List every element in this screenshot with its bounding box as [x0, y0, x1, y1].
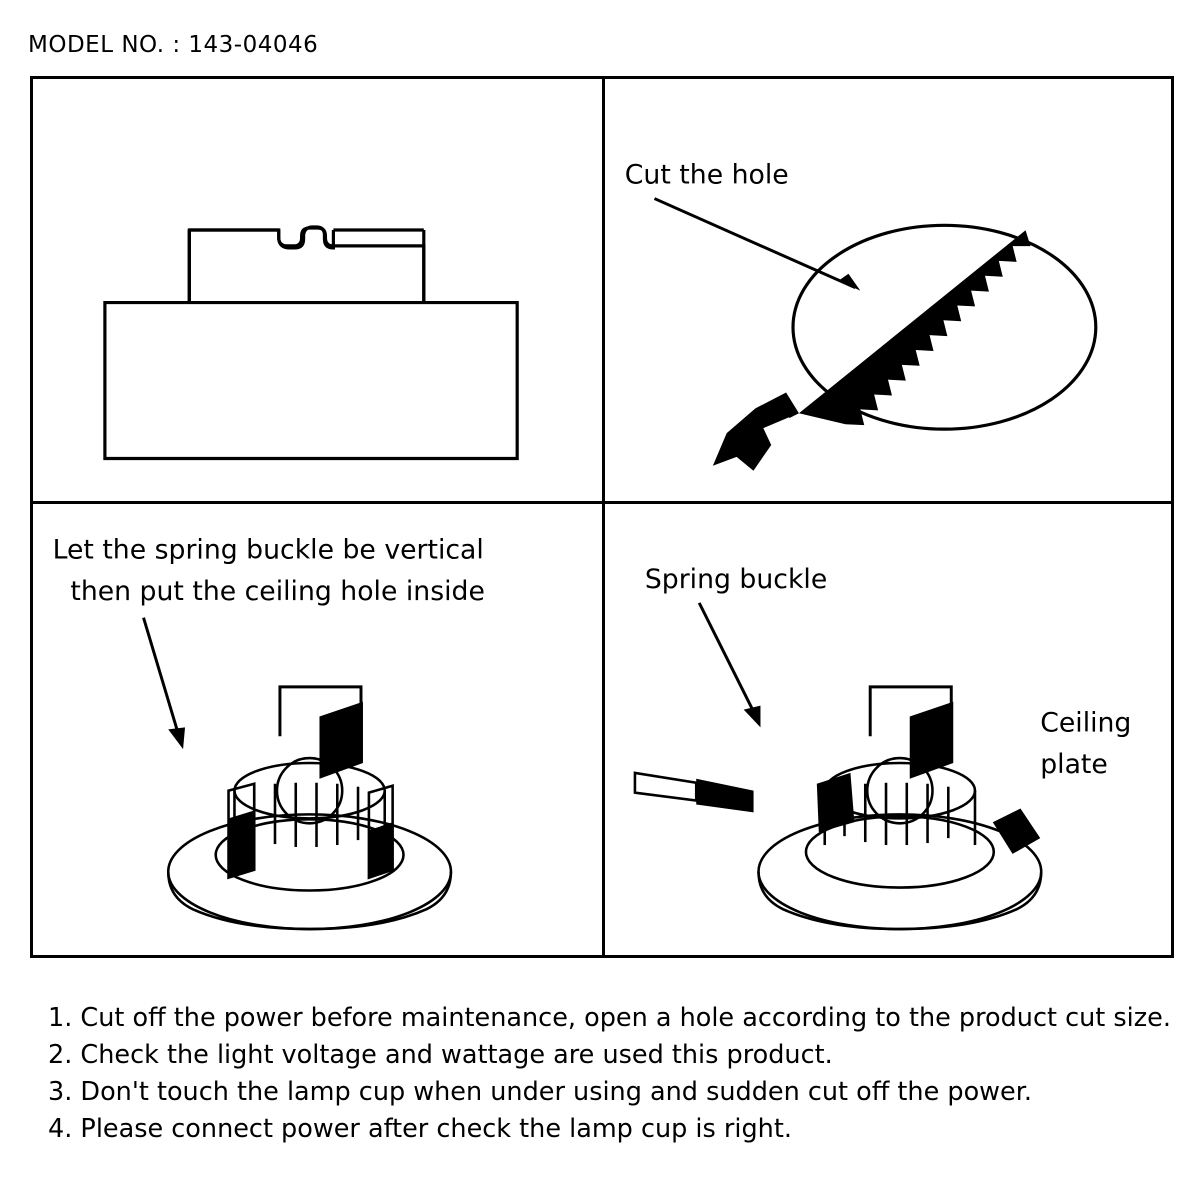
tool-icon [635, 773, 754, 813]
arrow-head [839, 274, 861, 291]
spring-vertical-label-line1: Let the spring buckle be vertical [52, 534, 484, 566]
spring-buckle-ceiling-plate-illustration [605, 504, 1171, 955]
note-1: 1. Cut off the power before maintenance, open a hole according to the product cut size. [48, 1003, 1171, 1033]
fixture-side-view-illustration [33, 79, 602, 501]
spring-buckle-block [319, 702, 362, 779]
instruction-grid [30, 76, 1174, 958]
spring-buckle-block [910, 702, 953, 779]
ceiling-plate-label-line2: plate [1040, 749, 1108, 781]
cut-the-hole-illustration [605, 79, 1171, 501]
instruction-notes [48, 1000, 1178, 1148]
arrow-head [744, 706, 761, 728]
compressed-buckle-right [993, 809, 1040, 854]
note-3: 3. Don't touch the lamp cup when under using and sudden cut off the power. [48, 1076, 1032, 1107]
arrow-head [168, 728, 185, 750]
note-4: 4. Please connect power after check the lamp cup is right. [48, 1113, 792, 1144]
note-2: 2. Check the light voltage and wattage are used this product. [48, 1039, 833, 1070]
panel-spring-buckle-ceiling-plate [602, 501, 1171, 955]
cut-the-hole-label: Cut the hole [624, 159, 789, 191]
model-number: MODEL NO. : 143-04046 [28, 32, 319, 58]
compressed-buckle-left [817, 773, 855, 832]
spring-vertical-label-line2: then put the ceiling hole inside [70, 576, 485, 608]
panel-insert-spring-buckle [33, 501, 602, 955]
ceiling-plate-label-line1: Ceiling [1040, 707, 1132, 739]
saw-icon [713, 230, 1031, 470]
insert-spring-buckle-illustration [33, 504, 602, 955]
spring-buckle-label: Spring buckle [644, 564, 828, 596]
panel-cut-the-hole [602, 79, 1171, 501]
panel-fixture-side-view [33, 79, 602, 501]
